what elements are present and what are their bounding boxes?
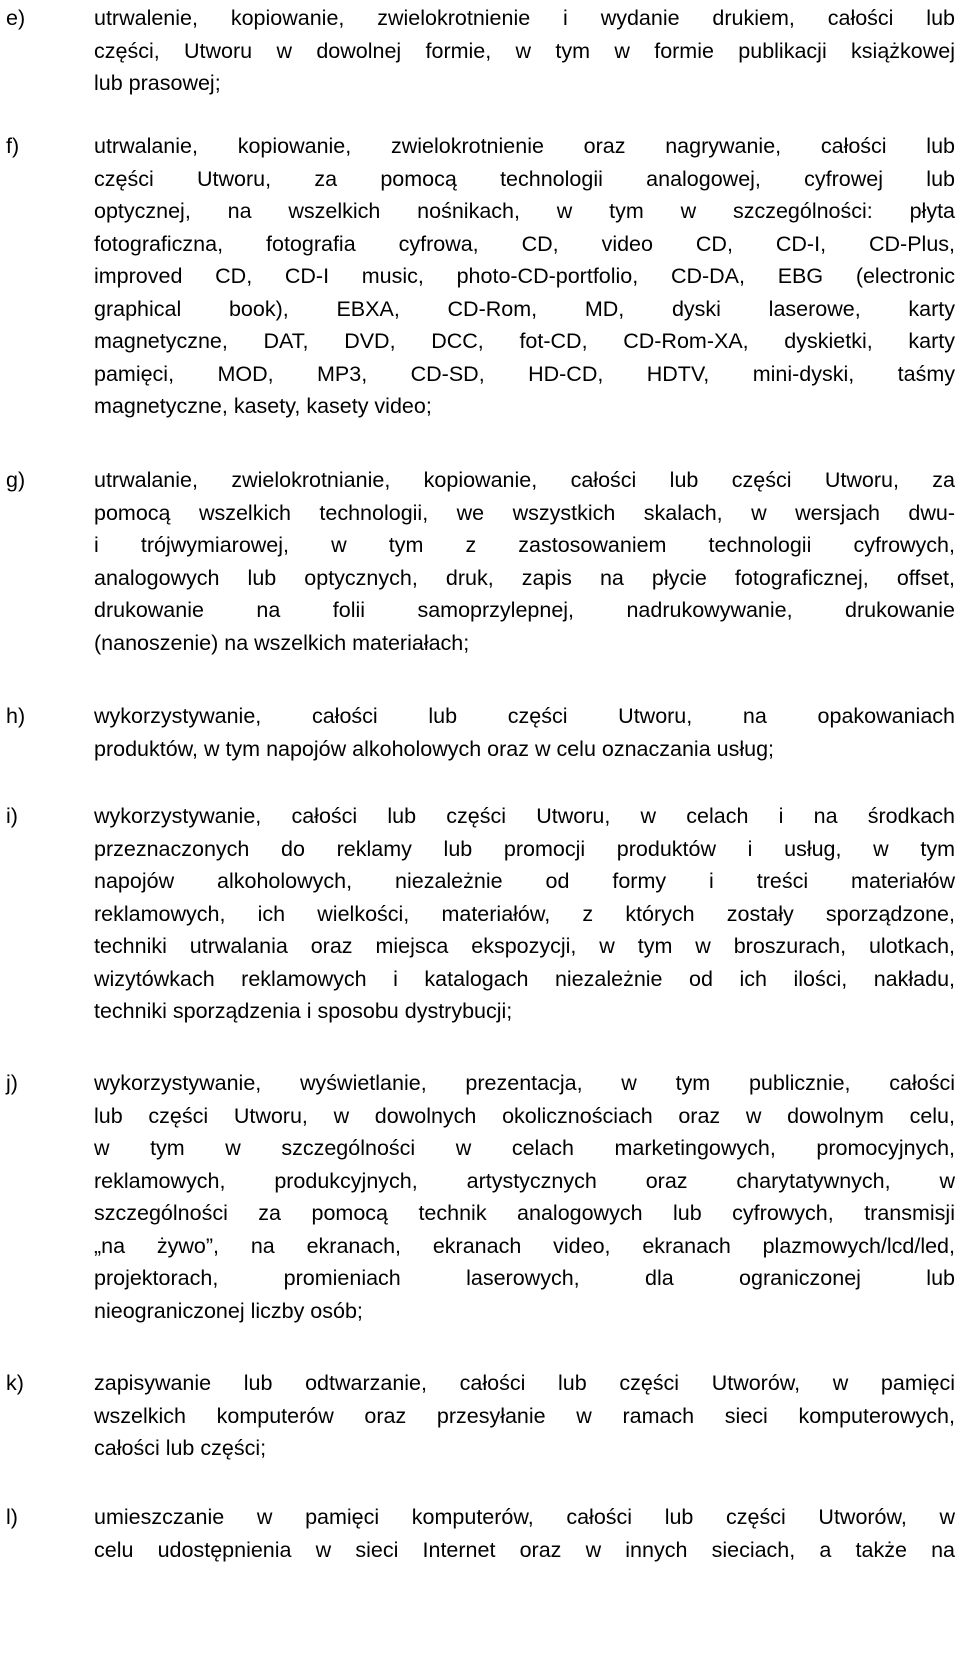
- item-label: h): [6, 704, 26, 728]
- item-label: l): [6, 1505, 18, 1529]
- text-line: graphical book), EBXA, CD-Rom, MD, dyski laserowe, karty: [94, 296, 955, 321]
- text-line: reklamowych, produkcyjnych, artystycznych oraz charytatywnych, w: [94, 1168, 955, 1193]
- text-line: utrwalanie, kopiowanie, zwielokrotnienie oraz nagrywanie, całości lub: [94, 134, 955, 158]
- item-text: [94, 800, 955, 1028]
- text-line: i trójwymiarowej, w tym z zastosowaniem technologii cyfrowych,: [94, 533, 955, 557]
- text-line: drukowanie na folii samoprzylepnej, nadrukowywanie, drukowanie: [94, 598, 955, 622]
- text-line: „na żywo”, na ekranach, ekranach video, ekranach plazmowych/lcd/led,: [94, 1233, 955, 1258]
- item-text: [94, 2, 955, 100]
- text-line: wszelkich komputerów oraz przesyłanie w ramach sieci komputerowych,: [94, 1403, 955, 1428]
- text-line: (nanoszenie) na wszelkich materiałach;: [94, 630, 470, 655]
- text-line: nieograniczonej liczby osób;: [94, 1298, 363, 1323]
- text-line: napojów alkoholowych, niezależnie od formy i treści materiałów: [94, 869, 955, 893]
- item-text: [94, 130, 955, 423]
- text-line: wykorzystywanie, wyświetlanie, prezentacja, w tym publicznie, całości: [94, 1071, 955, 1095]
- text-line: produktów, w tym napojów alkoholowych oraz w celu oznaczania usług;: [94, 736, 775, 761]
- text-line: techniki utrwalania oraz miejsca ekspozycji, w tym w broszurach, ulotkach,: [94, 934, 955, 958]
- item-label: i): [6, 804, 18, 828]
- item-text: [94, 1067, 955, 1327]
- text-line: projektorach, promieniach laserowych, dla ograniczonej lub: [94, 1266, 955, 1290]
- item-text: [94, 464, 955, 659]
- text-line: improved CD, CD-I music, photo-CD-portfolio, CD-DA, EBG (electronic: [94, 264, 955, 288]
- text-line: wykorzystywanie, całości lub części Utworu, na opakowaniach: [94, 704, 955, 728]
- text-line: umieszczanie w pamięci komputerów, całości lub części Utworów, w: [94, 1505, 955, 1529]
- text-line: pomocą wszelkich technologii, we wszystkich skalach, w wersjach dwu-: [94, 500, 955, 525]
- text-line: fotograficzna, fotografia cyfrowa, CD, video CD, CD-I, CD-Plus,: [94, 231, 955, 256]
- text-line: szczególności za pomocą technik analogowych lub cyfrowych, transmisji: [94, 1201, 955, 1225]
- text-line: wykorzystywanie, całości lub części Utworu, w celach i na środkach: [94, 804, 955, 828]
- text-line: lub prasowej;: [94, 71, 221, 95]
- item-label: j): [6, 1071, 18, 1095]
- text-line: części Utworu, za pomocą technologii analogowej, cyfrowej lub: [94, 166, 955, 191]
- item-label: g): [6, 468, 26, 492]
- text-line: w tym w szczególności w celach marketingowych, promocyjnych,: [94, 1136, 955, 1160]
- text-line: przeznaczonych do reklamy lub promocji produktów i usług, w tym: [94, 836, 955, 861]
- text-line: utrwalanie, zwielokrotnianie, kopiowanie, całości lub części Utworu, za: [94, 468, 955, 492]
- item-text: [94, 700, 955, 765]
- text-line: części, Utworu w dowolnej formie, w tym w formie publikacji książkowej: [94, 38, 955, 63]
- text-line: lub części Utworu, w dowolnych okolicznościach oraz w dowolnym celu,: [94, 1103, 955, 1128]
- text-line: magnetyczne, kasety, kasety video;: [94, 394, 432, 418]
- item-text: [94, 1501, 955, 1566]
- text-line: analogowych lub optycznych, druk, zapis na płycie fotograficznej, offset,: [94, 565, 955, 590]
- item-label: k): [6, 1371, 24, 1395]
- text-line: utrwalenie, kopiowanie, zwielokrotnienie i wydanie drukiem, całości lub: [94, 6, 955, 30]
- text-line: zapisywanie lub odtwarzanie, całości lub części Utworów, w pamięci: [94, 1371, 955, 1395]
- item-label: f): [6, 134, 20, 158]
- text-line: optycznej, na wszelkich nośnikach, w tym w szczególności: płyta: [94, 199, 955, 223]
- item-text: [94, 1367, 955, 1465]
- text-line: techniki sporządzenia i sposobu dystrybucji;: [94, 999, 513, 1023]
- text-line: celu udostępnienia w sieci Internet oraz w innych sieciach, a także na: [94, 1537, 955, 1562]
- text-line: całości lub części;: [94, 1436, 267, 1460]
- text-line: pamięci, MOD, MP3, CD-SD, HD-CD, HDTV, mini-dyski, taśmy: [94, 361, 955, 386]
- text-line: reklamowych, ich wielkości, materiałów, z których zostały sporządzone,: [94, 901, 955, 926]
- text-line: magnetyczne, DAT, DVD, DCC, fot-CD, CD-Rom-XA, dyskietki, karty: [94, 329, 955, 353]
- item-label: e): [6, 6, 26, 30]
- text-line: wizytówkach reklamowych i katalogach niezależnie od ich ilości, nakładu,: [94, 966, 955, 991]
